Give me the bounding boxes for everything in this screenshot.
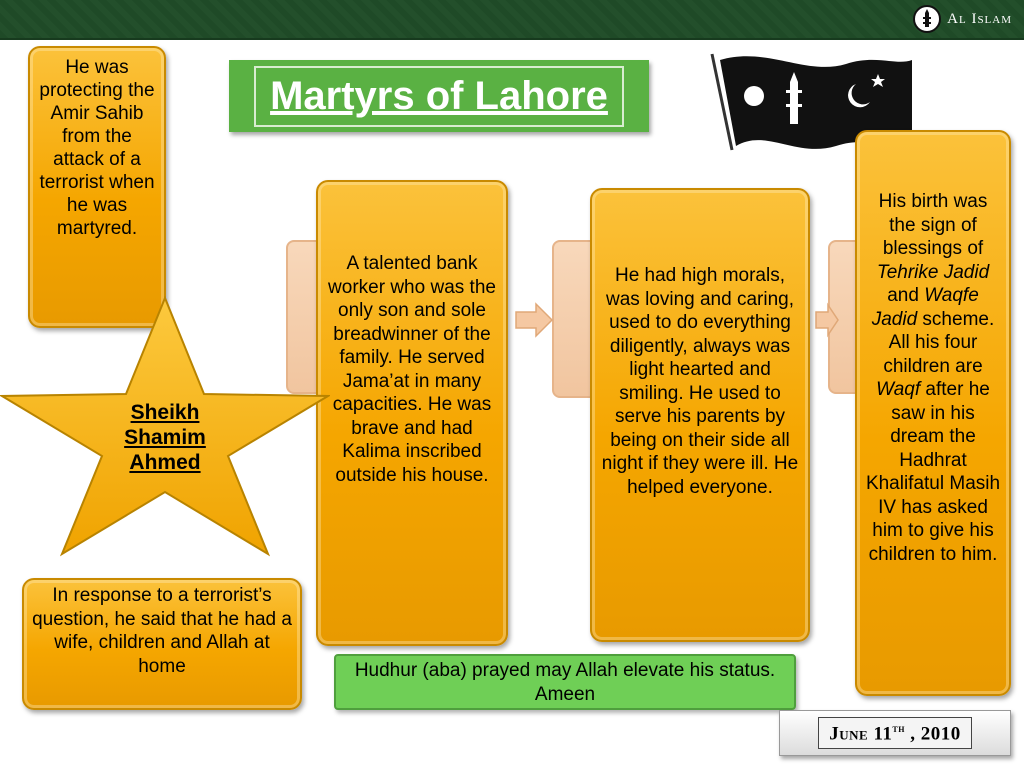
date-box [779,710,1011,756]
info-box-morals: He had high morals, was loving and caring, used to do everything diligently, always was light hearted and smiling. He used to serve his parents by being on their side all night if they were ill. He helped everyone. [590,188,810,642]
date-suffix: th [892,720,905,735]
birth-text-4: after he saw in his dream the Hadhrat Khalifatul Masih IV has asked him to give his children to him. [865,379,1001,565]
birth-text-2: and [887,285,925,306]
date-year: , 2010 [904,723,961,745]
arrow-right-icon [814,302,840,338]
prayer-box: Hudhur (aba) prayed may Allah elevate his status. Ameen [334,654,796,710]
date-day: June 11 [829,723,893,745]
martyr-name [100,400,230,475]
info-box-protecting: He was protecting the Amir Sahib from the attack of a terrorist when he was martyred. [28,46,166,328]
arrow-right-icon [514,300,554,340]
date-label [818,717,971,749]
title-box [229,60,649,132]
birth-em-3: Waqf [876,379,921,400]
brand [913,4,1012,34]
info-box-birth [855,130,1011,696]
martyr-name-line-1: Sheikh [130,401,200,424]
birth-em-2: Waqfe Jadid [871,285,979,330]
minaret-logo-icon [913,5,941,33]
birth-text-3: scheme. All his four children are [883,308,995,377]
info-box-bank-worker: A talented bank worker who was the only son and sole breadwinner of the family. He served Jama’at in many capacities. He was brave and had Kalima inscribed outside his house. [316,180,508,646]
birth-text-1: His birth was the sign of blessings of [878,191,988,259]
martyr-name-line-3: Ahmed [129,451,201,474]
info-box-response: In response to a terrorist’s question, he said that he had a wife, children and Allah at home [22,578,302,710]
title-frame [254,66,624,127]
birth-em-1: Tehrike Jadid [876,261,990,283]
header-bar [0,0,1024,40]
page-title: Martyrs of Lahore [270,73,608,118]
brand-name: Al Islam [947,10,1012,27]
martyr-name-line-2: Shamim [124,426,206,449]
